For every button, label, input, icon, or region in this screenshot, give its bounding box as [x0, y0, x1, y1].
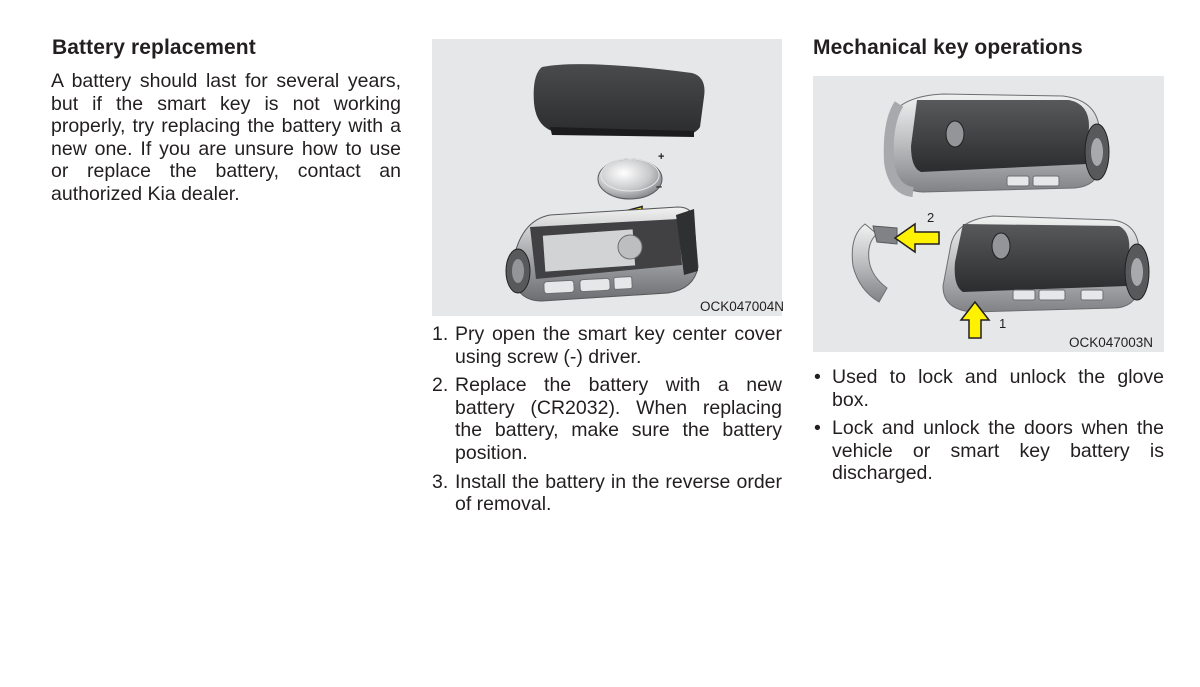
list-item: [813, 417, 1164, 485]
step-number: 2.: [432, 374, 449, 397]
bullet-text: Used to lock and unlock the glove box.: [832, 366, 1164, 411]
list-item: [432, 323, 782, 368]
bullet-dot: •: [814, 417, 821, 440]
callout-2: 2: [927, 210, 935, 225]
battery-replacement-paragraph: A battery should last for several years, but if the smart key is not working properly, try replacing the battery with a new one. If you are unsure how to use or replace the battery, contact an authorized Kia dealer.: [51, 70, 401, 205]
callout-1: 1: [999, 316, 1007, 331]
bullet-text: Lock and unlock the doors when the vehicle or smart key battery is discharged.: [832, 417, 1164, 485]
battery-steps-list: [432, 323, 782, 522]
arrow-left-icon: [895, 224, 939, 252]
step-number: 3.: [432, 470, 449, 493]
smart-key-disassembly-illustration: [432, 39, 785, 316]
mechanical-key-figure: [813, 76, 1164, 352]
list-item: [432, 471, 782, 516]
battery-figure-code: OCK047004N: [700, 299, 785, 314]
battery-replacement-heading: Battery replacement: [52, 36, 256, 59]
bullet-dot: •: [814, 366, 821, 388]
list-item: [813, 366, 1164, 411]
plus-sign: +: [658, 151, 665, 163]
mechanical-key-heading: Mechanical key operations: [813, 36, 1083, 59]
mechanical-bullets-list: [813, 366, 1164, 491]
minus-sign: –: [656, 181, 663, 193]
battery-replacement-figure: [432, 39, 785, 316]
step-text: Install the battery in the reverse order of removal.: [455, 470, 782, 516]
mechanical-key-illustration: [813, 76, 1164, 352]
step-text: Pry open the smart key center cover using screw (-) driver.: [455, 323, 782, 368]
step-text: Replace the battery with a new battery (CR2032). When replacing the battery, make sure the battery position.: [455, 374, 782, 464]
step-number: 1.: [432, 323, 449, 345]
mechanical-figure-code: OCK047003N: [1069, 335, 1154, 350]
list-item: [432, 374, 782, 464]
